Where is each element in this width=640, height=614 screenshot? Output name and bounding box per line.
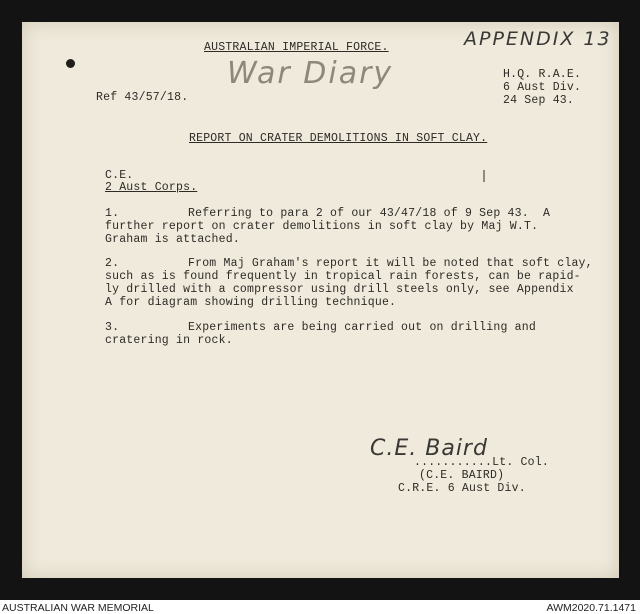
hq-line: 24 Sep 43.	[503, 94, 575, 107]
addressee-line: 2 Aust Corps.	[105, 181, 198, 194]
handwritten-signature: C.E. Baird	[370, 436, 488, 461]
appendix-label: APPENDIX 13	[464, 28, 612, 50]
signature-appointment: C.R.E. 6 Aust Div.	[398, 482, 526, 495]
paragraph-line: A for diagram showing drilling technique.	[105, 296, 397, 309]
header-title: AUSTRALIAN IMPERIAL FORCE.	[204, 41, 389, 54]
paragraph-line: Referring to para 2 of our 43/47/18 of 9 Sep 43. A	[188, 207, 551, 220]
hq-line: 6 Aust Div.	[503, 81, 582, 94]
reference-number: Ref 43/57/18.	[96, 91, 189, 104]
punch-hole	[66, 59, 75, 68]
hq-line: H.Q. R.A.E.	[503, 68, 582, 81]
paragraph-number: 2.	[105, 257, 120, 270]
signature-name: (C.E. BAIRD)	[419, 469, 505, 482]
footer-right: AWM2020.71.1471	[546, 602, 636, 614]
document-page	[22, 22, 619, 578]
pencil-mark	[483, 170, 485, 182]
paragraph-line: cratering in rock.	[105, 334, 233, 347]
signature-rank: ...........Lt. Col.	[414, 456, 549, 469]
report-title: REPORT ON CRATER DEMOLITIONS IN SOFT CLAY.	[189, 132, 488, 145]
paragraph-line: ly drilled with a compressor using drill steels only, see Appendix	[105, 283, 574, 296]
addressee-line: C.E.	[105, 169, 134, 182]
handwritten-note: War Diary	[227, 56, 394, 91]
paragraph-line: further report on crater demolitions in soft clay by Maj W.T.	[105, 220, 539, 233]
paragraph-line: From Maj Graham's report it will be noted that soft clay,	[188, 257, 593, 270]
paragraph-number: 1.	[105, 207, 120, 220]
paragraph-line: Experiments are being carried out on drilling and	[188, 321, 536, 334]
paragraph-line: Graham is attached.	[105, 233, 240, 246]
paragraph-number: 3.	[105, 321, 120, 334]
footer-left: AUSTRALIAN WAR MEMORIAL	[2, 602, 154, 614]
paragraph-line: such as is found frequently in tropical rain forests, can be rapid-	[105, 270, 581, 283]
